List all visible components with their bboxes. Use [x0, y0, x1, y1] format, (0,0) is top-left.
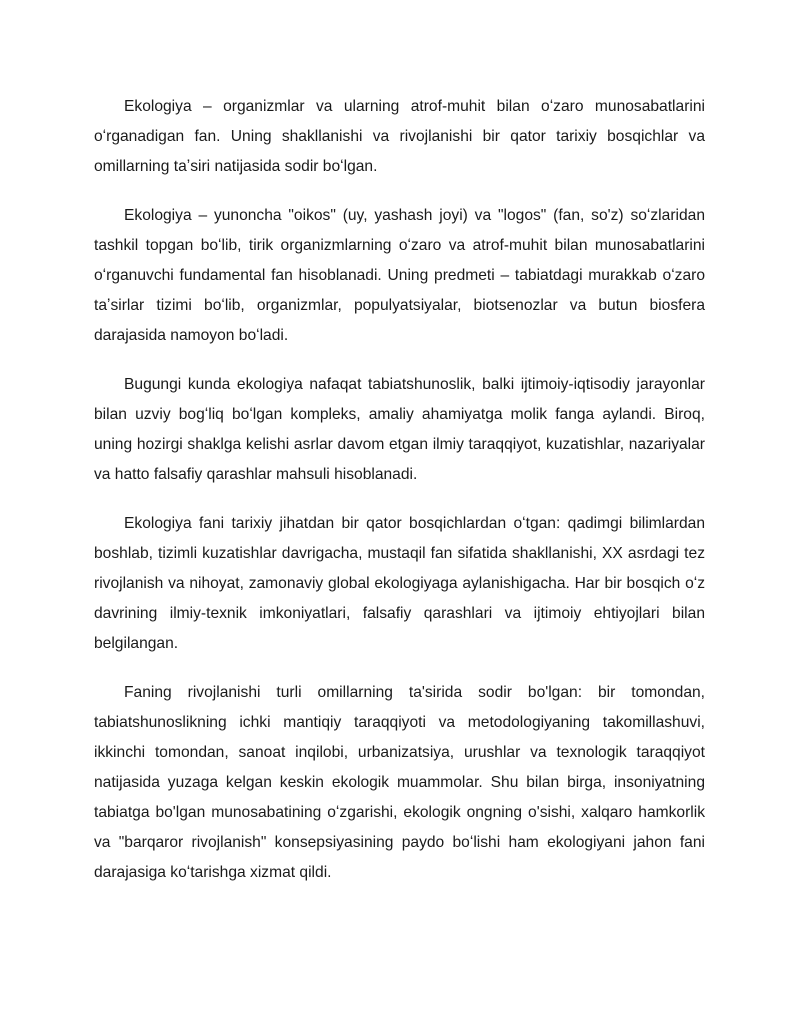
paragraph-4: Ekologiya fani tarixiy jihatdan bir qator bosqichlardan oʻtgan: qadimgi bilimlardan boshlab, tizimli kuzatishlar davrigacha, mustaqil fan sifatida shakllanishi, XX asrdagi tez rivojlanish va nihoyat, zamonaviy global ekologiyaga aylanishigacha. Har bir bosqich oʻz davrining ilmiy-texnik imkoniyatlari, falsafiy qarashlari va ijtimoiy ehtiyojlari bilan belgilangan. [94, 515, 705, 652]
paragraph-2: Ekologiya – yunoncha "oikos" (uy, yashash joyi) va "logos" (fan, so'z) soʻzlaridan tashkil topgan boʻlib, tirik organizmlarning oʻzaro va atrof-muhit bilan munosabatlarini oʻrganuvchi fundamental fan hisoblanadi. Uning predmeti – tabiatdagi murakkab oʻzaro taʼsirlar tizimi boʻlib, organizmlar, populyatsiyalar, biotsenozlar va butun biosfera darajasida namoyon boʻladi. [94, 207, 705, 344]
paragraph-5: Faning rivojlanishi turli omillarning ta'sirida sodir bo'lgan: bir tomondan, tabiatshunoslikning ichki mantiqiy taraqqiyoti va metodologiyaning takomillashuvi, ikkinchi tomondan, sanoat inqilobi, urbanizatsiya, urushlar va texnologik taraqqiyot natijasida yuzaga kelgan keskin ekologik muammolar. Shu bilan birga, insoniyatning tabiatga bo'lgan munosabatining oʻzgarishi, ekologik ongning o'sishi, xalqaro hamkorlik va "barqaror rivojlanish" konsepsiyasining paydo boʻlishi ham ekologiyani jahon fani darajasiga koʻtarishga xizmat qildi. [94, 684, 705, 881]
paragraph-1: Ekologiya – organizmlar va ularning atrof-muhit bilan oʻzaro munosabatlarini oʻrganadigan fan. Uning shakllanishi va rivojlanishi bir qator tarixiy bosqichlar va omillarning taʼsiri natijasida sodir boʻlgan. [94, 98, 705, 175]
document-body [94, 92, 705, 907]
paragraph-3: Bugungi kunda ekologiya nafaqat tabiatshunoslik, balki ijtimoiy-iqtisodiy jarayonlar bilan uzviy bogʻliq boʻlgan kompleks, amaliy ahamiyatga molik fanga aylandi. Biroq, uning hozirgi shaklga kelishi asrlar davom etgan ilmiy taraqqiyot, kuzatishlar, nazariyalar va hatto falsafiy qarashlar mahsuli hisoblanadi. [94, 376, 705, 483]
